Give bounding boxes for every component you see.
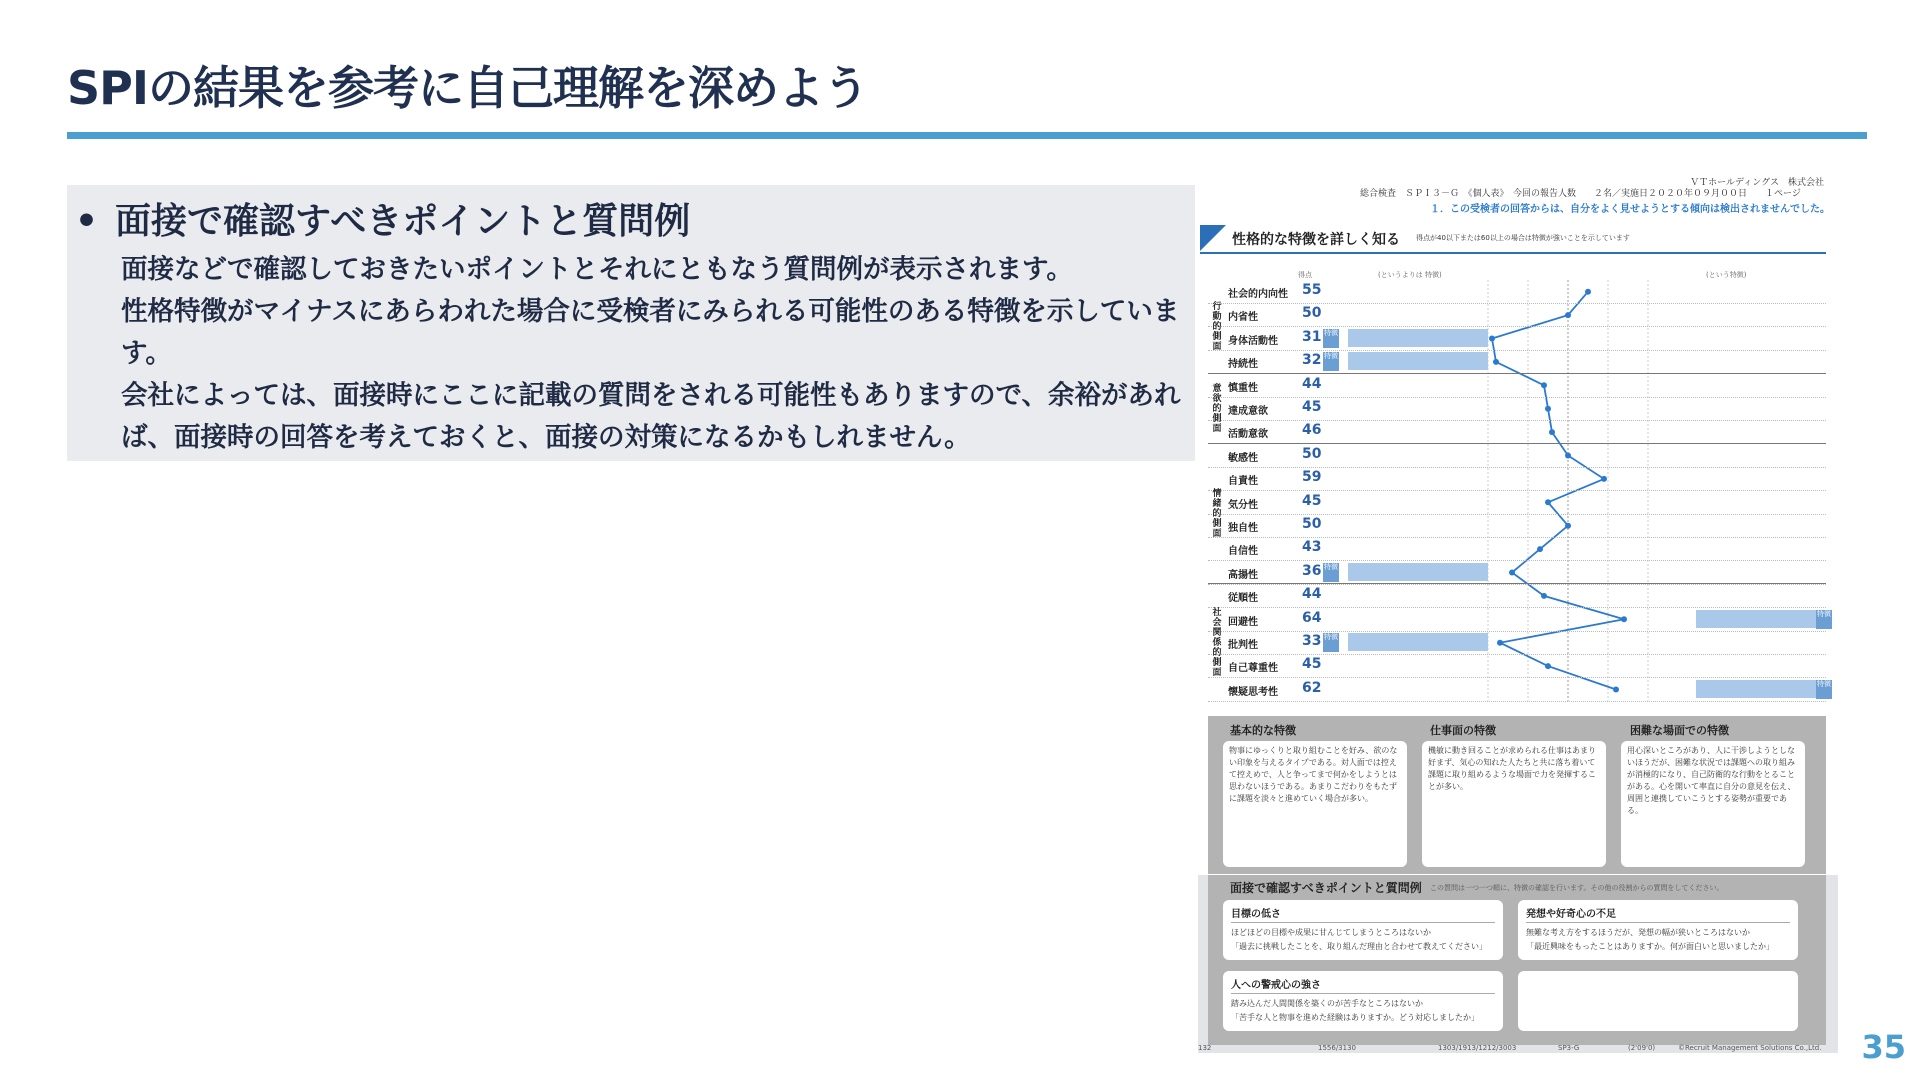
bullet-marker: • [75,201,99,242]
report-company: ＶＴホールディングス 株式会社 [1690,178,1824,188]
question-divider [1231,993,1495,994]
work-text: 機敏に動き回ることが求められる仕事はあまり好まず、気心の知れた人たちと共に落ち着いて課題に取り組めるような場面で力を発揮することが多い。 [1422,741,1606,867]
interview-panel-inner [1208,875,1826,1045]
trait-score: 59 [1302,469,1322,486]
trait-name: 批判性 [1228,640,1258,651]
category-divider [1208,443,1826,444]
footer-item: ©Recruit Management Solutions Co.,Ltd. [1678,1044,1822,1052]
bullet-line: 性格特徴がマイナスにあらわれた場合に受検者にみられる可能性のある特徴を示しています。 [121,296,1180,369]
trait-score: 50 [1302,516,1322,532]
category-label: 情緒的側面 [1212,489,1222,539]
report-meta: 総合検査 ＳＰＩ３－Ｇ 《個人表》 今回の報告人数 ２名／実施日２０２０年０９月００日 １ページ [1360,189,1801,199]
question-point: ほどほどの目標や成果に甘んじてしまうところはないか [1231,928,1431,937]
trait-row [1208,467,1826,491]
trait-score: 45 [1302,656,1322,673]
trait-name: 自信性 [1228,546,1258,558]
trait-left-desc [1348,633,1488,651]
bullet-box [67,185,1195,461]
trait-row [1208,327,1826,351]
question-title: 目標の低さ [1231,909,1281,920]
trait-row [1208,584,1826,608]
trait-row [1208,374,1826,398]
basic-text: 物事にゆっくりと取り組むことを好み、欲のない印象を与えるタイプである。対人面では控えて控えめで、人と争ってまで何かをしようとは思わないほうである。あまりこだわりをもたずに課題を淡々と進めていく場合が多い。 [1223,741,1407,867]
trait-right-desc [1696,563,1816,581]
trait-right-desc [1696,633,1816,651]
footer-item: 1303/1913/1212/3003 [1438,1044,1517,1052]
trait-right-desc [1696,610,1816,628]
question-divider [1526,922,1790,923]
interview-heading: 面接で確認すべきポイントと質問例 [1230,881,1422,895]
trait-tag: 特徴 [1816,610,1832,629]
trait-row [1208,491,1826,515]
question-title: 発想や好奇心の不足 [1526,909,1616,920]
trait-score: 50 [1302,445,1322,462]
trait-name: 達成意欲 [1228,406,1268,417]
bullet-line: 面接などで確認しておきたいポイントとそれにともなう質問例が表示されます。 [121,254,1073,285]
trait-row [1208,280,1826,304]
trait-right-desc [1696,469,1816,487]
trait-name: 社会的内向性 [1228,289,1288,300]
trait-left-desc [1348,352,1488,370]
footer-item: 1556/3130 [1318,1044,1356,1052]
trait-right-desc [1696,399,1816,417]
question-box [1518,900,1798,960]
bullet-heading [75,193,690,244]
section-line [1200,252,1826,254]
trait-right-desc [1696,516,1816,534]
trait-score: 31 [1302,328,1322,345]
trait-left-desc [1348,305,1488,323]
trait-right-desc [1696,422,1816,440]
trait-name: 慎重性 [1228,382,1258,394]
section-note: 得点が40以下または60以上の場合は特徴が強いことを示しています [1416,234,1630,242]
category-label: 社会関係的側面 [1212,607,1222,678]
bullet-heading-text: 面接で確認すべきポイントと質問例 [115,201,691,242]
trait-tag: 特徴 [1323,633,1339,652]
category-divider [1208,373,1826,374]
trait-left-desc [1348,469,1488,487]
trait-row [1208,537,1826,561]
work-heading: 仕事面の特徴 [1430,724,1496,737]
question-point: 踏み込んだ人間関係を築くのが苦手なところはないか [1231,999,1423,1008]
trait-row [1208,397,1826,421]
trait-left-desc [1348,376,1488,394]
trait-score: 55 [1302,282,1322,298]
section-band [1200,225,1826,253]
question-divider [1231,922,1495,923]
trait-score: 45 [1302,492,1322,509]
trait-left-desc [1348,539,1488,557]
trait-name: 回避性 [1228,616,1258,628]
trait-tag: 特徴 [1323,329,1339,348]
trait-right-desc [1696,539,1816,557]
trait-row [1208,608,1831,632]
trait-row [1208,514,1826,538]
basic-heading: 基本的な特徴 [1230,724,1296,737]
trait-name: 従順性 [1228,593,1258,605]
question-example: 「過去に挑戦したことを、取り組んだ理由と合わせて教えてください」 [1231,942,1487,951]
trait-name: 活動意欲 [1228,429,1268,441]
footer-item: 132 [1198,1044,1212,1052]
trait-score: 33 [1302,633,1322,649]
header-right: (という特徴) [1706,271,1747,279]
footer-item: SP3-G [1558,1044,1580,1052]
section-triangle [1200,225,1226,251]
trait-row [1208,303,1826,327]
trait-left-desc [1348,422,1488,440]
trait-left-desc [1348,399,1488,417]
trait-name: 自己尊重性 [1228,663,1278,675]
trait-left-desc [1348,446,1488,464]
trait-right-desc [1696,656,1816,674]
report-header [1198,170,1838,220]
question-box-empty [1518,971,1798,1031]
trait-row [1208,678,1831,702]
trait-name: 高揚性 [1228,569,1258,581]
trait-left-desc [1348,516,1488,534]
title-rule [67,132,1867,139]
footer-item: (2'09'0) [1628,1044,1656,1052]
category-label: 行動的側面 [1212,301,1222,352]
category-label: 意欲的側面 [1212,383,1222,434]
trait-left-desc [1348,656,1488,674]
section-title: 性格的な特徴を詳しく知る [1232,232,1400,248]
trait-score: 44 [1302,375,1322,392]
spi-report-image [1198,170,1838,1060]
trait-left-desc [1348,563,1488,581]
trait-score: 43 [1302,539,1322,556]
trait-left-desc [1348,610,1488,628]
trait-left-desc [1348,493,1488,511]
trait-score: 46 [1302,422,1322,439]
trait-name: 身体活動性 [1228,335,1278,347]
trait-tag: 特徴 [1323,352,1339,371]
bullet-line: 会社によっては、面接時にここに記載の質問をされる可能性もありますので、余裕があれば、面接時の回答を考えておくと、面接の対策になるかもしれません。 [121,380,1181,453]
trait-row [1208,444,1826,468]
trait-tag: 特徴 [1323,563,1339,582]
hard-text: 用心深いところがあり、人に干渉しようとしないほうだが、困難な状況では課題への取り組みが消極的になり、自己防衛的な行動をとることがある。心を開いて率直に自分の意見を伝え、周囲と連携していこうとする姿勢が重要である。 [1621,741,1805,867]
trait-name: 敏感性 [1228,452,1258,464]
question-box [1223,971,1503,1031]
question-point: 無難な考え方をするほうだが、発想の幅が狭いところはないか [1526,928,1750,937]
question-box [1223,900,1503,960]
trait-right-desc [1696,376,1816,394]
trait-name: 独自性 [1228,523,1258,534]
trait-row [1208,654,1826,678]
trait-right-desc [1696,329,1816,347]
trait-score: 50 [1302,305,1322,322]
header-left: (というよりは 特徴) [1378,271,1442,279]
trait-right-desc [1696,493,1816,511]
trait-left-desc [1348,282,1488,300]
category-divider [1208,583,1826,584]
interview-note: この質問は一つ一つ順に、特徴の確認を行います。その他の役割からの質問をしてください。 [1430,884,1724,892]
trait-left-desc [1348,680,1488,698]
feature-panel [1208,716,1826,874]
interview-panel [1198,875,1838,1053]
trait-score: 32 [1302,352,1322,369]
trait-tag: 特徴 [1816,680,1832,699]
trait-right-desc [1696,446,1816,464]
trait-name: 懐疑思考性 [1228,686,1278,698]
hard-heading: 困難な場面での特徴 [1630,724,1729,737]
question-example: 「苦手な人と物事を進めた経験はありますか。どう対応しましたか」 [1231,1013,1479,1022]
trait-name: 持続性 [1228,359,1258,371]
trait-score: 64 [1302,609,1322,626]
trait-score: 36 [1302,562,1322,579]
trait-row [1208,420,1826,444]
trait-name: 自責性 [1228,476,1258,488]
page-title: SPIの結果を参考に自己理解を深めよう [67,61,868,115]
bullet-body [121,249,1181,459]
question-title: 人への警戒心の強さ [1231,980,1321,991]
trait-score: 62 [1302,679,1322,696]
header-score: 得点 [1298,271,1312,279]
report-notice: １．この受検者の回答からは、自分をよく見せようとする傾向は検出されませんでした。 [1430,204,1830,215]
trait-left-desc [1348,329,1488,347]
trait-row [1208,561,1826,585]
trait-right-desc [1696,305,1816,323]
trait-left-desc [1348,586,1488,604]
trait-score: 45 [1302,399,1322,415]
trait-right-desc [1696,352,1816,370]
trait-name: 内省性 [1228,312,1258,324]
trait-right-desc [1696,586,1816,604]
trait-right-desc [1696,680,1816,698]
trait-score: 44 [1302,586,1322,603]
trait-right-desc [1696,282,1816,300]
trait-row [1208,350,1826,374]
trait-row [1208,631,1826,655]
question-example: 「最近興味をもったことはありますか。何が面白いと思いましたか」 [1526,942,1774,951]
page-number: 35 [1861,1028,1906,1066]
trait-name: 気分性 [1228,499,1258,511]
